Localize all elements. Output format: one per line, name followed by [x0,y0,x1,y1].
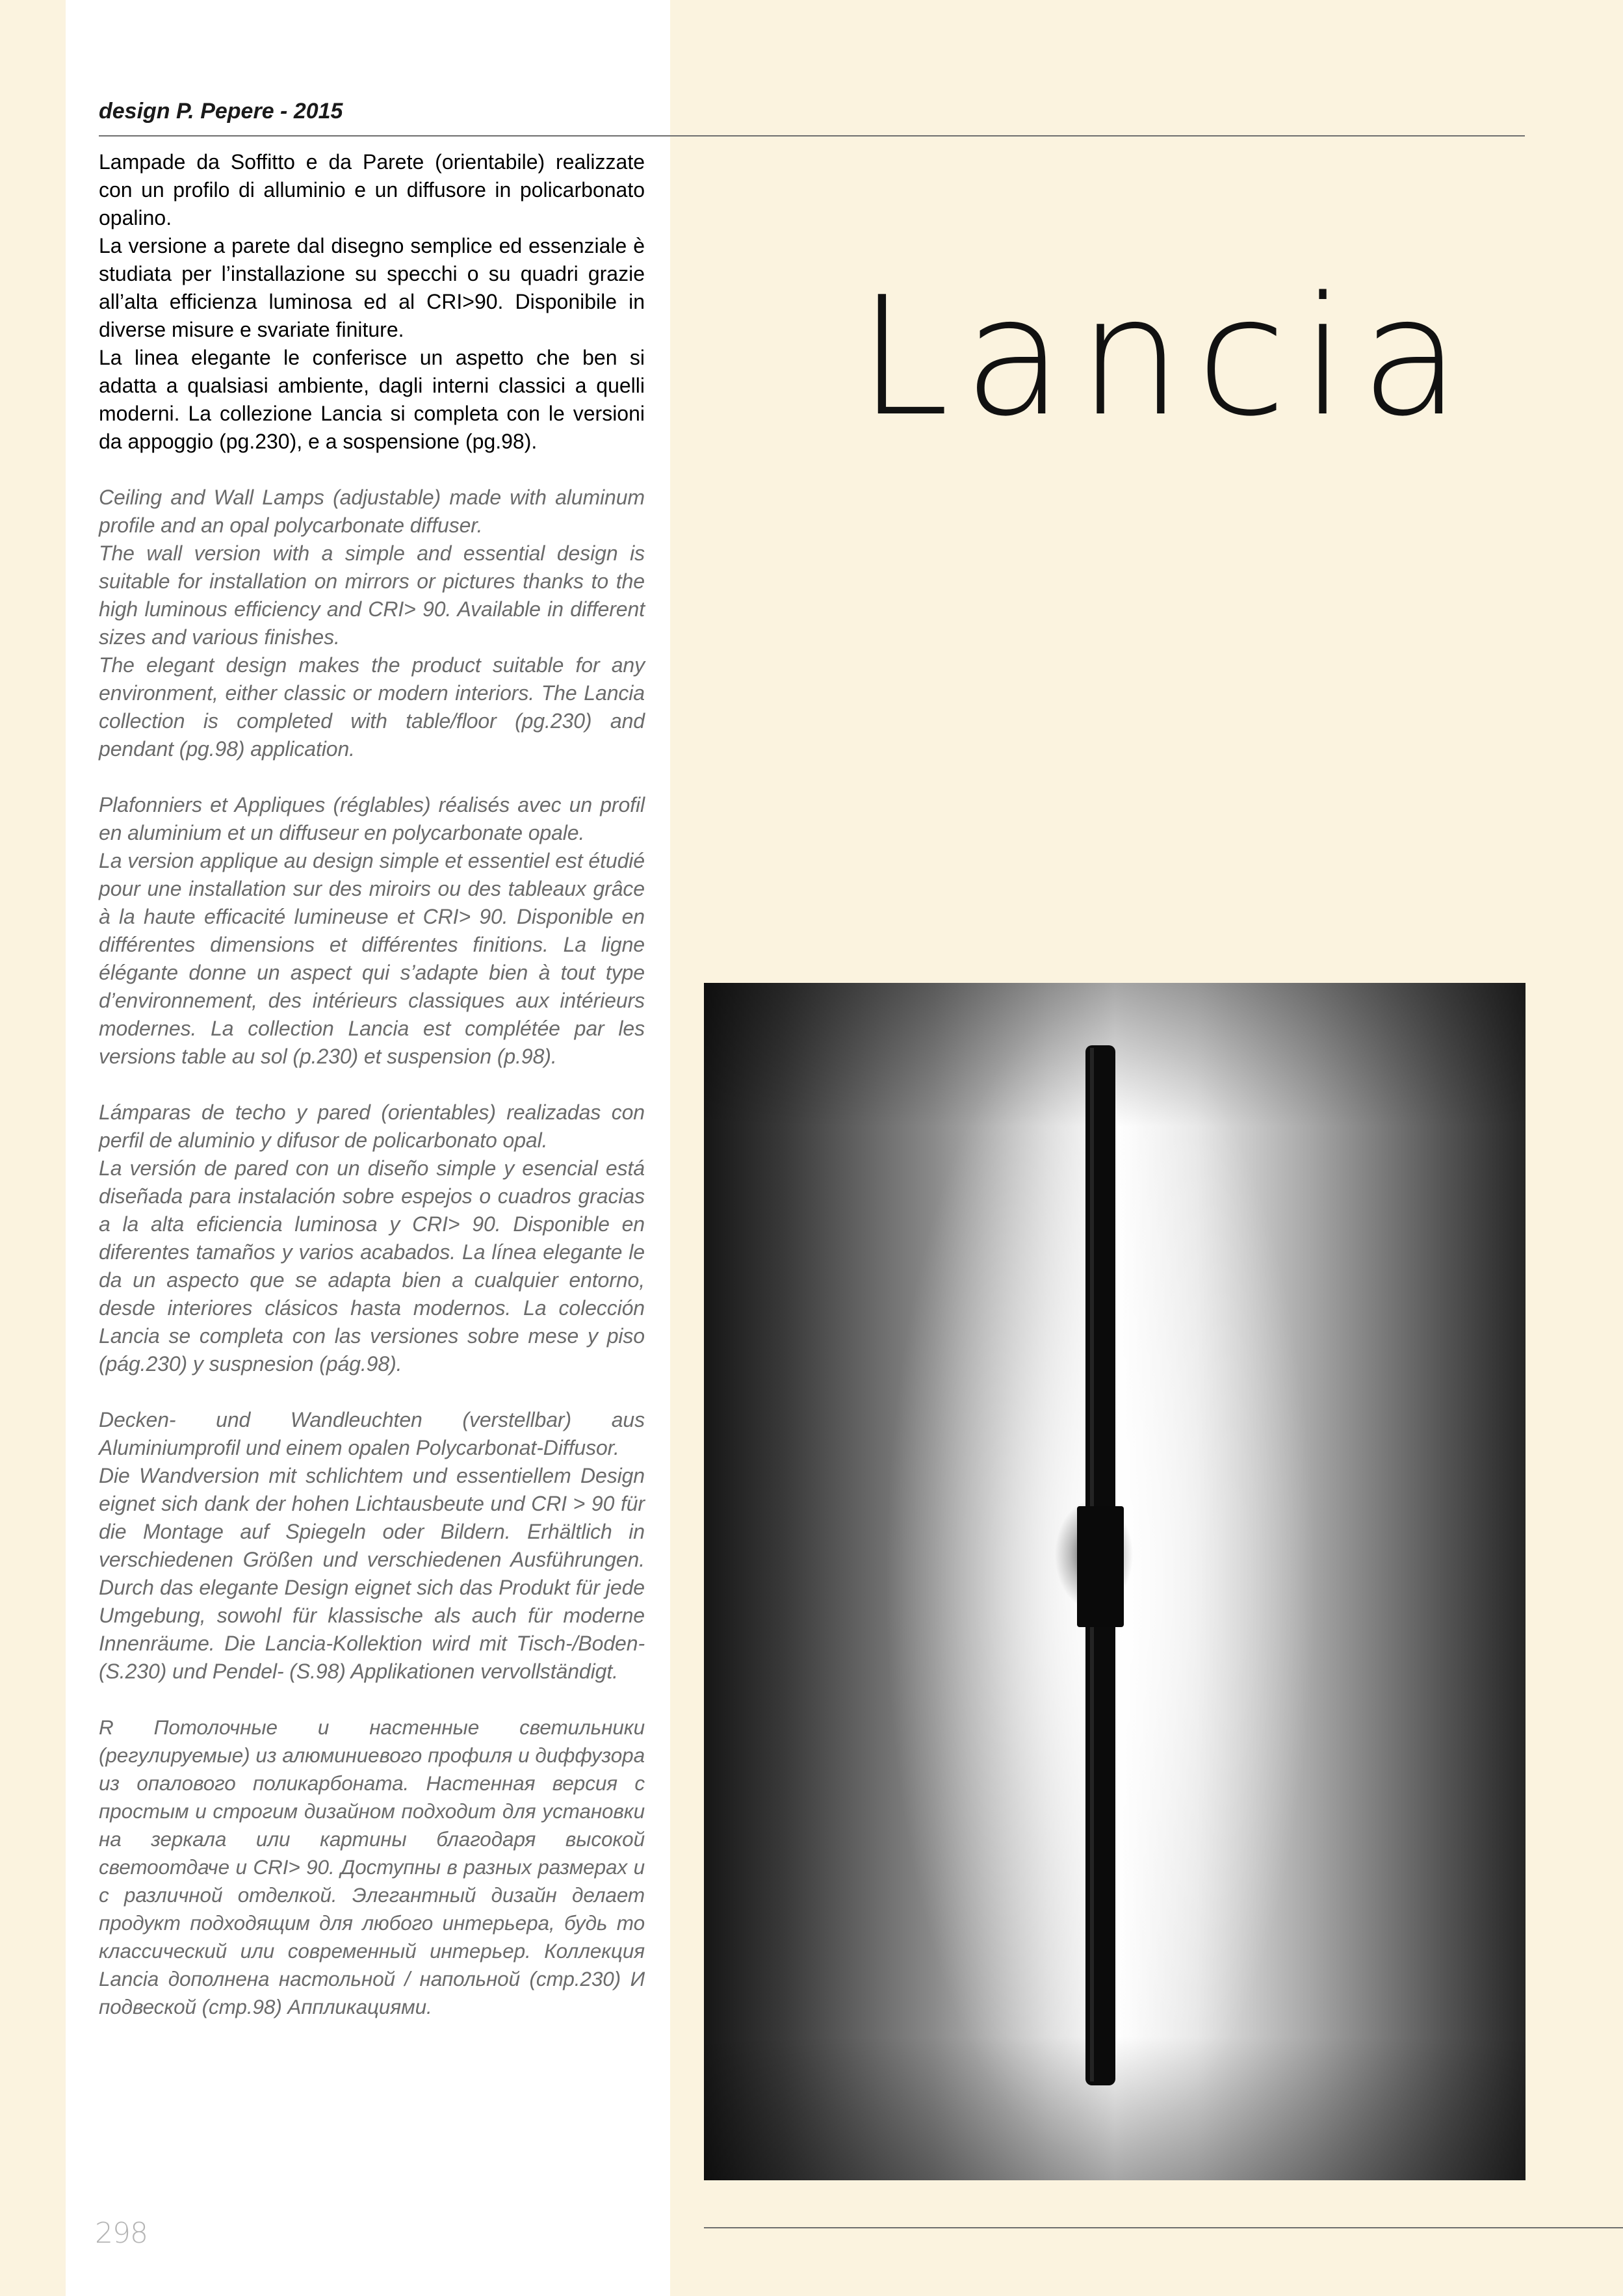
description-german: Decken- und Wandleuchten (verstellbar) aus Aluminiumprofil und einem opalen Polycarbonat-Diffusor. Die Wandversion mit schlichtem und essentiellem Design eignet sich dank der hohen Lichtausbeute und CRI > 90 für die Montage auf Spiegeln oder Bildern. Erhältlich in verschiedenen Größen und verschiedenen Ausführungen. Durch das elegante Design eignet sich das Produkt für jede Umgebung, sowohl für klassische als auch für moderne Innenräume. Die Lancia-Kollektion wird mit Tisch-/Boden- (S.230) und Pendel- (S.98) Applikationen vervollständigt. [99,1408,645,1683]
product-title: Lancia [858,262,1475,452]
description-french: Plafonniers et Appliques (réglables) réalisés avec un profil en aluminium et un diffuseur en polycarbonate opale. La version applique au design simple et essentiel est étudié pour une installation sur des miroirs ou des tableaux grâce à la haute efficacité lumineuse et CRI> 90. Disponible en différentes dimensions et différentes finitions. La ligne élégante donne un aspect qui s’adapte bien à tout type d’environnement, des intérieurs classiques aux intérieurs modernes. La collection Lancia est complétée par les versions table au sol (p.230) et suspension (p.98). [99,793,645,1068]
description-english: Ceiling and Wall Lamps (adjustable) made with aluminum profile and an opal polycarbonate diffuser. The wall version with a simple and essential design is suitable for installation on mirrors or pictures thanks to the high luminous efficiency and CRI> 90. Available in different sizes and various finishes. The elegant design makes the product suitable for any environment, either classic or modern interiors. The Lancia collection is completed with table/floor (pg.230) and pendant (pg.98) application. [99,486,645,761]
description-italian: Lampade da Soffitto e da Parete (orientabile) realizzate con un profilo di alluminio e un diffusore in policarbonato opalino. La versione a parete dal disegno semplice ed essenziale è studiata per l’installazione su specchi o su quadri grazie all’alta efficienza luminosa ed al CRI>90. Disponibile in diverse misure e svariate finiture. La linea elegante le conferisce un aspetto che ben si adatta a qualsiasi ambiente, dagli interni classici a quelli moderni. La collezione Lancia si completa con le versioni da appoggio (pg.230), e a sospensione (pg.98). [99,150,645,453]
page-number: 298 [95,2217,148,2250]
lamp-mount [1077,1506,1124,1627]
description-russian: R Потолочные и настенные светильники (регулируемые) из алюминиевого профиля и диффузора из опалового поликарбоната. Настенная версия с простым и строгим дизайном подходит для установки на зеркала или картины благодаря высокой светоотдаче и CRI> 90. Доступны в разных размерах и с различной отделкой. Элегантный дизайн делает продукт подходящим для любого интерьера, будь то классический или современный интерьер. Коллекция Lancia дополнена настольной / напольной (стр.230) И подвеской (стр.98) Аппликациями. [99,1715,645,2018]
product-photo [704,983,1526,2180]
description-column [99,148,645,2021]
footer-divider [704,2227,1623,2228]
design-credit: design P. Pepere - 2015 [99,99,343,124]
description-spanish: Lámparas de techo y pared (orientables) realizadas con perfil de aluminio y difusor de policarbonato opal. La versión de pared con un diseño simple y esencial está diseñada para instalación sobre espejos o cuadros gracias a la alta eficiencia luminosa y CRI> 90. Disponible en diferentes tamaños y varios acabados. La línea elegante le da un aspecto que se adapta bien a cualquier entorno, desde interiores clásicos hasta modernos. La colección Lancia se completa con las versiones sobre mese y piso (pág.230) y suspnesion (pág.98). [99,1101,645,1376]
header-divider [99,135,1525,137]
